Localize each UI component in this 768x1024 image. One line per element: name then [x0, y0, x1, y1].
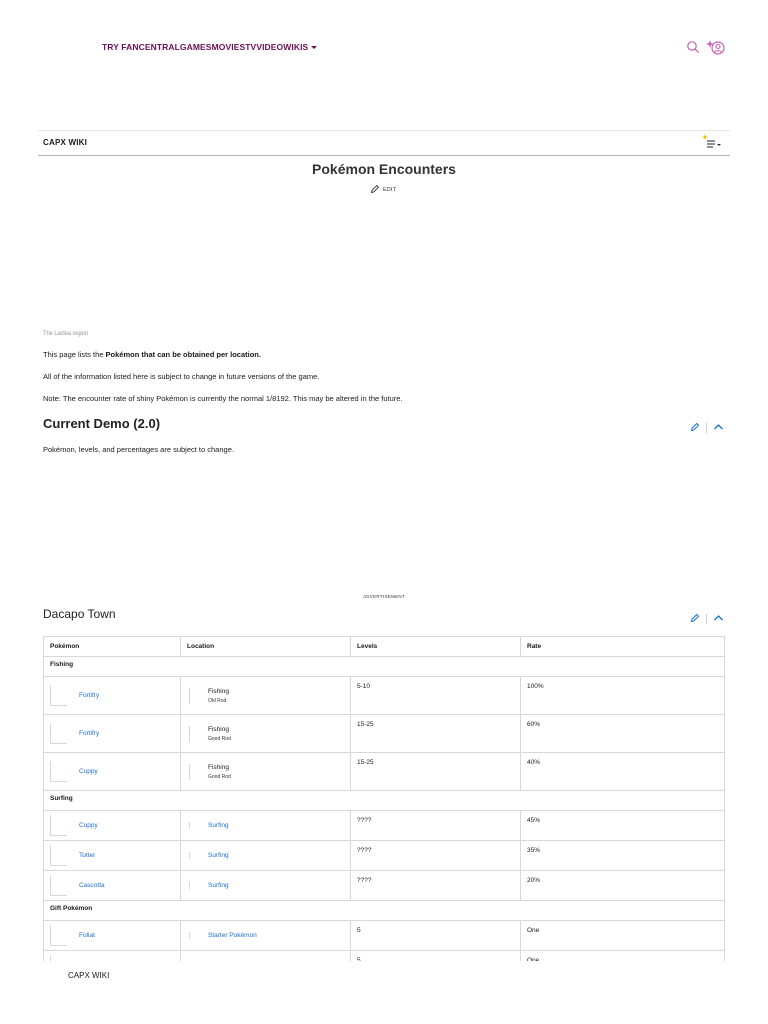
location-sub: Old Rod — [208, 697, 227, 704]
nav-wikis[interactable]: WIKIS — [283, 42, 309, 52]
encounter-table — [43, 636, 725, 981]
pokemon-link[interactable]: Cuppy — [79, 768, 98, 775]
pokemon-link[interactable]: Totter — [79, 852, 96, 859]
edit-label: EDIT — [383, 187, 397, 193]
user-icon[interactable] — [706, 38, 726, 61]
pencil-icon[interactable] — [690, 610, 700, 628]
top-icons — [686, 38, 726, 61]
levels-cell: ???? — [351, 811, 521, 841]
note-paragraph: All of the information listed here is subject to change in future versions of the game. — [43, 372, 320, 381]
pokemon-thumbnail — [50, 723, 67, 744]
location-link[interactable]: Starter Pokémon — [208, 932, 257, 939]
group-row — [44, 901, 725, 921]
rate-cell: 100% — [521, 677, 725, 715]
pokemon-thumbnail — [50, 925, 67, 946]
table-row — [44, 871, 725, 901]
levels-cell: 5-10 — [351, 677, 521, 715]
ad-label: ADVERTISEMENT — [362, 594, 406, 599]
chevron-up-icon[interactable] — [713, 419, 724, 437]
pokemon-thumbnail — [50, 815, 67, 836]
intro-bold-text: Pokémon that can be obtained per location. — [105, 350, 261, 359]
group-label: Gift Pokémon — [44, 901, 725, 921]
global-nav — [102, 42, 317, 52]
table-row — [44, 811, 725, 841]
location-text: Fishing — [208, 687, 229, 695]
nav-games[interactable]: GAMES — [179, 42, 212, 52]
pokemon-link[interactable]: Fortifry — [79, 692, 100, 699]
divider — [706, 423, 707, 433]
levels-cell: 5 — [351, 921, 521, 951]
footer-wiki-name[interactable]: CAPX WIKI — [68, 971, 110, 980]
pokemon-thumbnail — [50, 761, 67, 782]
image-caption: The Lactea region — [43, 331, 88, 337]
table-row — [44, 715, 725, 753]
edit-button[interactable] — [370, 184, 396, 196]
pokemon-link[interactable]: Fortifry — [79, 730, 100, 737]
group-row — [44, 657, 725, 677]
nav-video[interactable]: VIDEO — [256, 42, 284, 52]
sticky-footer-bar — [0, 961, 768, 1024]
explore-menu-icon[interactable] — [700, 133, 724, 156]
column-header: Pokémon — [44, 637, 181, 657]
location-sub: Good Rod — [208, 773, 231, 780]
section-text: Pokémon, levels, and percentages are subject to change. — [43, 445, 234, 454]
page-title: Pokémon Encounters — [312, 161, 456, 177]
intro-text: This page lists the — [43, 350, 106, 359]
pokemon-thumbnail — [50, 875, 67, 896]
table-row — [44, 921, 725, 951]
nav-movies[interactable]: MOVIES — [211, 42, 246, 52]
pokemon-thumbnail — [50, 845, 67, 866]
location-text: Fishing — [208, 763, 229, 771]
location-link[interactable]: Surfing — [208, 852, 229, 859]
section-controls — [690, 419, 724, 437]
column-header: Location — [181, 637, 351, 657]
table-row — [44, 677, 725, 715]
divider — [706, 614, 707, 624]
table-row — [44, 753, 725, 791]
rate-cell: 20% — [521, 871, 725, 901]
group-label: Fishing — [44, 657, 725, 677]
rate-cell: 35% — [521, 841, 725, 871]
section-heading: Current Demo (2.0) — [43, 416, 161, 431]
location-text: Fishing — [208, 725, 229, 733]
community-bar — [38, 130, 730, 156]
rate-cell: 60% — [521, 715, 725, 753]
column-header: Rate — [521, 637, 725, 657]
rate-cell: 45% — [521, 811, 725, 841]
shiny-note-paragraph: Note: The encounter rate of shiny Pokémon is currently the normal 1/8192. This may be altered in the future. — [43, 394, 403, 403]
levels-cell: ???? — [351, 871, 521, 901]
pokemon-link[interactable]: Cuppy — [79, 822, 98, 829]
wiki-name[interactable]: CAPX WIKI — [43, 138, 88, 147]
location-link[interactable]: Surfing — [208, 882, 229, 889]
pencil-icon — [370, 184, 380, 196]
table-row — [44, 841, 725, 871]
rate-cell: 40% — [521, 753, 725, 791]
intro-paragraph — [43, 350, 261, 359]
pokemon-link[interactable]: Cascotta — [79, 882, 105, 889]
nav-try-fancentral[interactable]: TRY FANCENTRAL — [102, 42, 180, 52]
group-row — [44, 791, 725, 811]
search-icon[interactable] — [686, 40, 700, 59]
pencil-icon[interactable] — [690, 419, 700, 437]
subsection-controls — [690, 610, 724, 628]
column-header: Levels — [351, 637, 521, 657]
pokemon-link[interactable]: Foliat — [79, 932, 95, 939]
location-sub: Good Rod — [208, 735, 231, 742]
location-link[interactable]: Surfing — [208, 822, 229, 829]
subsection-heading: Dacapo Town — [43, 607, 116, 621]
levels-cell: 15-25 — [351, 753, 521, 791]
rate-cell: One — [521, 921, 725, 951]
nav-tv[interactable]: TV — [245, 42, 257, 52]
encounter-table-container — [43, 636, 724, 961]
table-header-row — [44, 637, 725, 657]
chevron-up-icon[interactable] — [713, 610, 724, 628]
levels-cell: ???? — [351, 841, 521, 871]
levels-cell: 15-25 — [351, 715, 521, 753]
pokemon-thumbnail — [50, 685, 67, 706]
group-label: Surfing — [44, 791, 725, 811]
chevron-down-icon[interactable] — [311, 46, 317, 49]
